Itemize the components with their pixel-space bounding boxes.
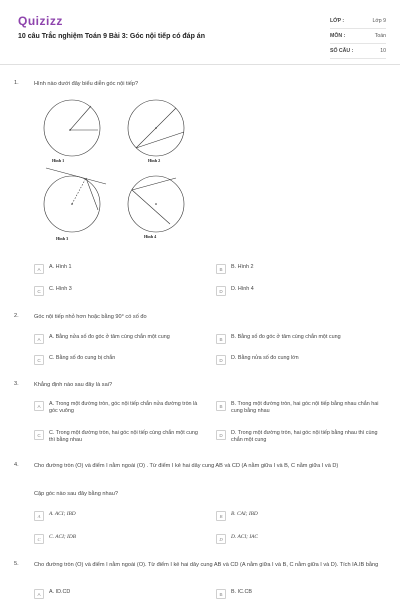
figure-caption: Hình 2 (148, 158, 161, 163)
figure-caption: Hình 3 (56, 236, 69, 241)
option-b[interactable] (216, 264, 253, 274)
figures-group (36, 98, 206, 248)
question-number: 4. (14, 462, 19, 468)
option-a[interactable] (34, 334, 170, 344)
option-text: D. Hình 4 (231, 286, 254, 292)
option-letter-box: A (34, 264, 44, 274)
question-number: 5. (14, 561, 19, 567)
option-text: A. Trong một đường tròn, góc nội tiếp chắn nửa đường tròn là góc vuông (49, 401, 198, 414)
option-text: A. ACI; IBD (49, 511, 76, 517)
option-text: C. Bằng số đo cung bị chắn (49, 355, 116, 361)
question-number: 1. (14, 80, 19, 86)
option-letter-box: B (216, 401, 226, 411)
geometry-figures (36, 98, 206, 248)
option-letter-box: D (216, 355, 226, 365)
option-letter-box: C (34, 534, 44, 544)
meta-value: Lớp 9 (372, 18, 386, 24)
question-number: 2. (14, 313, 19, 319)
question-text: Hình nào dưới đây biểu diễn góc nội tiếp? (34, 81, 139, 87)
option-text: C. Trong một đường tròn, hai góc nội tiếp cùng chắn một cung thì bằng nhau (49, 430, 198, 443)
option-b[interactable] (216, 401, 386, 414)
page-title: 10 câu Trắc nghiệm Toán 9 Bài 3: Góc nội tiếp có đáp án (18, 33, 205, 40)
meta-value: Toán (374, 33, 386, 39)
option-text: D. Bằng nửa số đo cung lớn (231, 355, 299, 361)
option-a[interactable] (34, 511, 76, 521)
option-a[interactable] (34, 264, 71, 274)
option-letter-box: B (216, 334, 226, 344)
option-b[interactable] (216, 589, 252, 599)
option-text: A. Bằng nửa số đo góc ở tâm cùng chắn một cung (49, 334, 170, 340)
option-a[interactable] (34, 401, 204, 414)
option-letter-box: A (34, 511, 44, 521)
option-d[interactable] (216, 286, 254, 296)
option-b[interactable] (216, 334, 341, 344)
option-text: C. ACI; IDB (49, 534, 77, 540)
question-subtext: Cặp góc nào sau đây bằng nhau? (34, 491, 118, 497)
meta-key: SỐ CÂU : (330, 48, 354, 54)
option-c[interactable] (34, 430, 204, 443)
question-text: Khẳng định nào sau đây là sai? (34, 382, 113, 388)
option-text: B. Bằng số đo góc ở tâm cùng chắn một cung (231, 334, 341, 340)
option-c[interactable] (34, 286, 72, 296)
question-number: 3. (14, 381, 19, 387)
option-text: B. CAI; IBD (231, 511, 258, 517)
figure-caption: Hình 4 (144, 234, 157, 239)
question-text: Cho đường tròn (O) và điểm I nằm ngoài (O) . Từ điểm I kẻ hai dây cung AB và CD (A nằm giữa I và B, C nằm giữa I và D) (34, 463, 339, 469)
option-letter-box: B (216, 511, 226, 521)
option-letter-box: A (34, 589, 44, 599)
option-letter-box: C (34, 355, 44, 365)
option-b[interactable] (216, 511, 258, 521)
option-d[interactable] (216, 430, 386, 443)
header-divider (0, 64, 400, 65)
option-letter-box: A (34, 401, 44, 411)
option-c[interactable] (34, 355, 115, 365)
option-text: A. ID.CD (49, 589, 71, 595)
option-d[interactable] (216, 534, 258, 544)
meta-row-class (330, 14, 386, 29)
question-text: Góc nội tiếp nhỏ hơn hoặc bằng 90° có số đo (34, 314, 147, 320)
option-text: D. Trong một đường tròn, hai góc nội tiếp bằng nhau thì cùng chắn một cung (231, 430, 378, 443)
question-text: Cho đường tròn (O) và điểm I nằm ngoài (O). Từ điểm I kẻ hai dây cung AB và CD (A nằm giữa I và B, C nằm giữa I và D). Tích IA.IB bằng (34, 562, 379, 568)
option-letter-box: D (216, 286, 226, 296)
option-letter-box: C (34, 430, 44, 440)
meta-row-count (330, 44, 386, 59)
option-d[interactable] (216, 355, 299, 365)
meta-value: 10 (380, 48, 386, 54)
meta-key: MÔN : (330, 33, 346, 39)
option-text: B. Trong một đường tròn, hai góc nội tiếp bằng nhau chắn hai cung bằng nhau (231, 401, 379, 414)
option-c[interactable] (34, 534, 76, 544)
option-a[interactable] (34, 589, 70, 599)
option-text: B. IC.CB (231, 589, 252, 595)
option-letter-box: D (216, 534, 226, 544)
option-text: A. Hình 1 (49, 264, 72, 270)
option-text: B. Hình 2 (231, 264, 254, 270)
meta-table (330, 14, 386, 59)
option-letter-box: A (34, 334, 44, 344)
option-text: C. Hình 3 (49, 286, 72, 292)
option-letter-box: B (216, 589, 226, 599)
option-letter-box: D (216, 430, 226, 440)
option-text: D. ACI; IAC (231, 534, 259, 540)
quizizz-logo: Quizizz (18, 14, 63, 28)
option-letter-box: C (34, 286, 44, 296)
figure-caption: Hình 1 (52, 158, 65, 163)
meta-key: LỚP : (330, 18, 345, 24)
option-letter-box: B (216, 264, 226, 274)
meta-row-subject (330, 29, 386, 44)
